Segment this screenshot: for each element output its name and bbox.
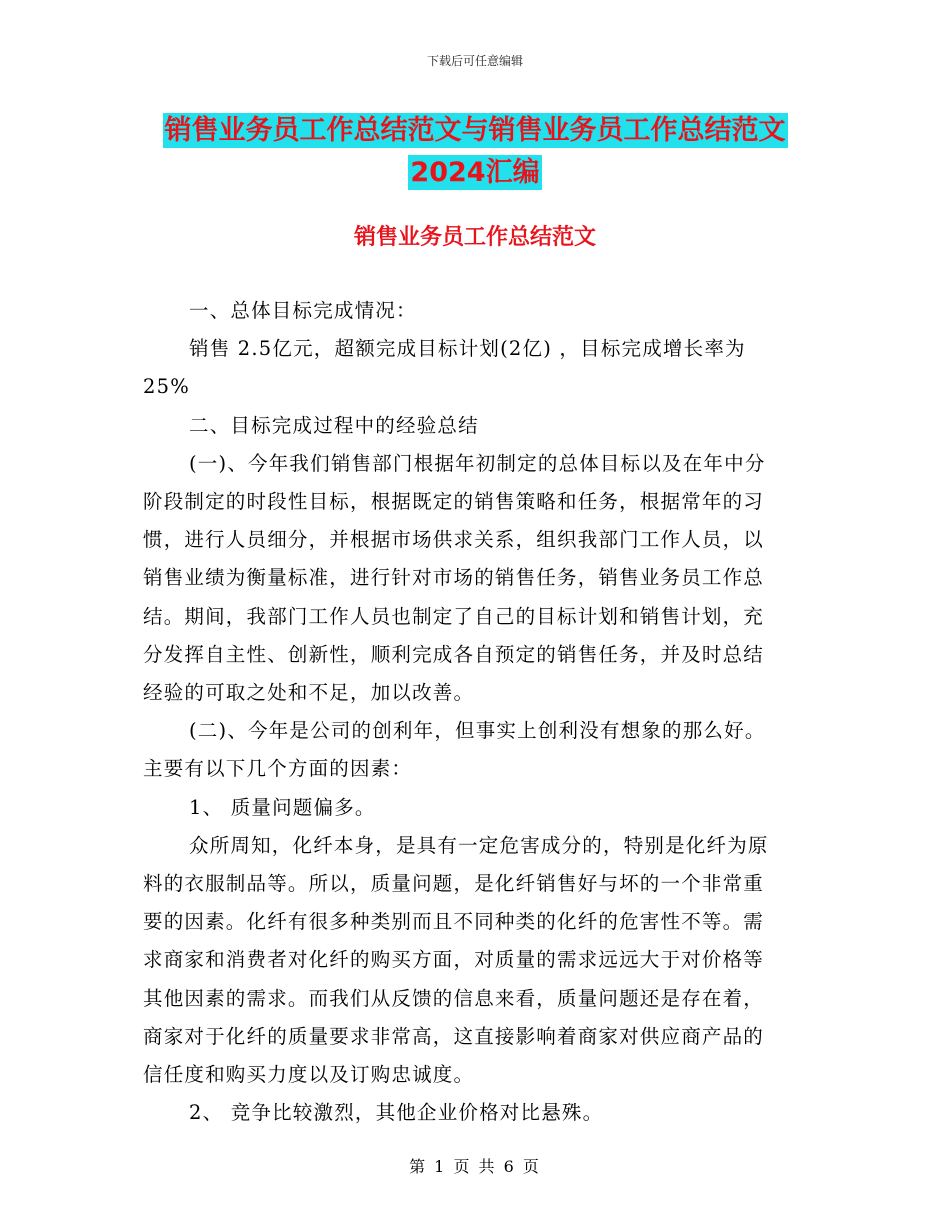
document-title <box>0 112 950 150</box>
body-line: 2、 竞争比较激烈，其他企业价格对比悬殊。 <box>189 1101 604 1125</box>
body-line: 其他因素的需求。而我们从反馈的信息来看，质量问题还是存在着， <box>143 986 765 1010</box>
page-footer: 第 1 页 共 6 页 <box>409 1157 541 1176</box>
body-line: 销售 2.5亿元，超额完成目标计划(2亿) ，目标完成增长率为 <box>189 337 746 361</box>
body-line: 25% <box>143 375 190 399</box>
body-line: 商家对于化纤的质量要求非常高，这直接影响着商家对供应商产品的 <box>143 1024 765 1048</box>
body-line: 一、总体目标完成情况： <box>189 299 417 322</box>
body-line: 二、目标完成过程中的经验总结 <box>189 413 479 437</box>
document-body <box>143 292 803 1132</box>
body-line: 分发挥自主性、创新性，顺利完成各自预定的销售任务，并及时总结 <box>143 642 765 666</box>
body-line: 销售业绩为衡量标准，进行针对市场的销售任务，销售业务员工作总 <box>143 566 765 590</box>
section-title: 销售业务员工作总结范文 <box>353 225 596 250</box>
page-header-note: 下载后可任意编辑 <box>426 54 523 68</box>
document-title-line2: 2024汇编 <box>410 157 540 188</box>
body-line: (二)、今年是公司的创利年，但事实上创利没有想象的那么好。 <box>189 719 766 743</box>
body-line: 1、 质量问题偏多。 <box>189 795 376 819</box>
body-line: 经验的可取之处和不足，加以改善。 <box>143 681 475 705</box>
body-line: 要的因素。化纤有很多种类别而且不同种类的化纤的危害性不等。需 <box>143 910 765 934</box>
document-title-line1: 销售业务员工作总结范文与销售业务员工作总结范文 <box>164 115 786 146</box>
document-title-cont <box>0 154 950 192</box>
body-line: 求商家和消费者对化纤的购买方面，对质量的需求远远大于对价格等 <box>143 948 765 972</box>
body-line: 众所周知，化纤本身，是具有一定危害成分的，特别是化纤为原 <box>189 833 769 857</box>
body-line: 信任度和购买力度以及订购忠诚度。 <box>143 1063 475 1087</box>
body-line: (一)、今年我们销售部门根据年初制定的总体目标以及在年中分 <box>189 451 766 475</box>
body-line: 主要有以下几个方面的因素： <box>143 757 413 781</box>
body-line: 阶段制定的时段性目标，根据既定的销售策略和任务，根据常年的习 <box>143 490 765 514</box>
body-line: 结。期间，我部门工作人员也制定了自己的目标计划和销售计划，充 <box>143 604 765 628</box>
body-line: 惯，进行人员细分，并根据市场供求关系，组织我部门工作人员，以 <box>143 528 765 552</box>
body-line: 料的衣服制品等。所以，质量问题，是化纤销售好与坏的一个非常重 <box>143 872 765 896</box>
